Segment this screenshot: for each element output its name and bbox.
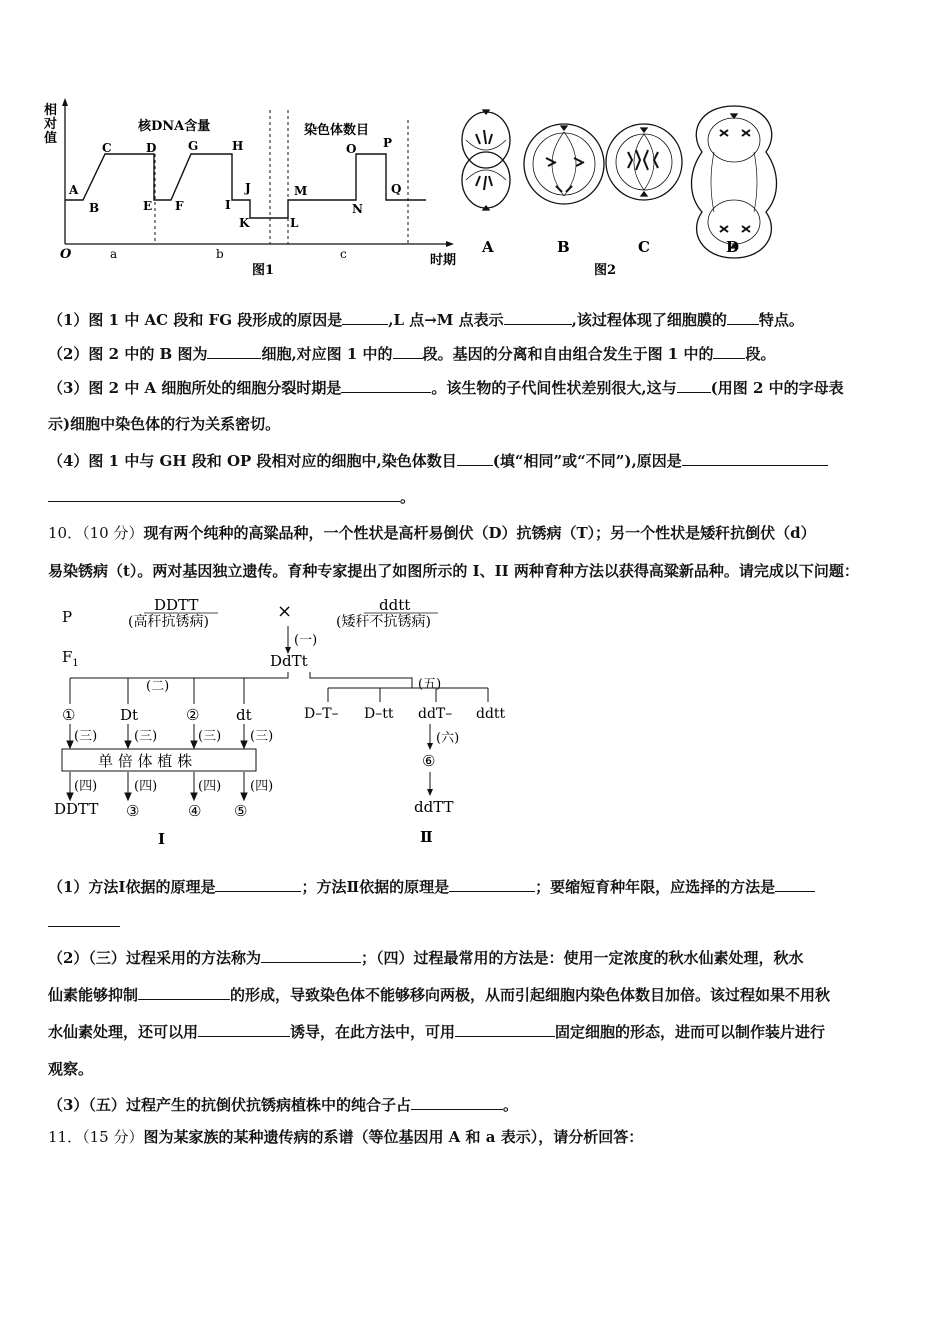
q10-part1 — [48, 876, 910, 898]
q9-p3b: 。该生物的子代间性状差别很大,这与 — [431, 379, 677, 397]
diagram-step5: (五) — [418, 677, 442, 692]
q10-p2g: 固定细胞的形态，进而可以制作装片进行 — [555, 1023, 826, 1041]
q10-p2f: 诱导，在此方法中，可用 — [290, 1023, 456, 1041]
q10-score: （10 分） — [82, 524, 144, 542]
fig1-point-C: C — [102, 141, 112, 155]
label-method-II: Ⅱ — [420, 828, 433, 846]
step3-d: (三) — [250, 729, 274, 744]
q10-p2b: ；（四）过程最常用的方法是：使用一定浓度的秋水仙素处理，秋水 — [360, 949, 804, 967]
cell-D — [692, 106, 777, 258]
q10-part2-l4 — [48, 1058, 910, 1080]
label-method-I: I — [158, 830, 166, 848]
q11-text: 图为某家族的某种遗传病的系谱（等位基因用 A 和 a 表示），请分析回答： — [143, 1128, 644, 1146]
diagram-cross: × — [277, 601, 293, 622]
q9-part3 — [48, 377, 910, 399]
fig1-segment-b: b — [216, 247, 224, 261]
fig1-label-chrom: 染色体数目 — [304, 123, 370, 138]
q9-p4b: (填“相同”或“不同”),原因是 — [492, 452, 682, 470]
q10-p3a: （3）（五）过程产生的抗倒伏抗锈病植株中的纯合子占 — [48, 1096, 411, 1114]
diagram-F1: $F_1$ — [62, 648, 79, 669]
figure1-graph — [38, 96, 470, 282]
q9-part2 — [48, 343, 910, 365]
q9-p1d: 特点。 — [758, 311, 804, 329]
q9-part4 — [48, 450, 910, 472]
blank[interactable] — [455, 1022, 555, 1037]
blank[interactable] — [727, 310, 759, 325]
haploid-plants: 单 倍 体 植 株 — [98, 752, 193, 770]
fig1-point-B: B — [89, 201, 100, 215]
diagram-parent1: DDTT — [154, 596, 199, 614]
fig1-point-D: D — [146, 141, 157, 155]
blank[interactable] — [411, 1095, 503, 1110]
q9-p1c: ,该过程体现了细胞膜的 — [571, 311, 727, 329]
blank[interactable] — [48, 487, 400, 502]
q10-p1a: （1）方法Ⅰ依据的原理是 — [48, 878, 216, 896]
blank[interactable] — [207, 344, 261, 359]
offspring-DT: D–T– — [304, 706, 339, 722]
q10-p2c: 仙素能够抑制 — [48, 986, 139, 1004]
blank[interactable] — [198, 1022, 290, 1037]
q9-part3-cont — [48, 413, 910, 435]
fig1-point-L: L — [290, 216, 299, 230]
q10-p1c: ；要缩短育种年限，应选择的方法是 — [535, 878, 776, 896]
q9-p1a: （1）图 1 中 AC 段和 FG 段形成的原因是 — [48, 311, 343, 329]
cell-A-label: A — [482, 238, 494, 256]
fig1-ylabel-2: 对 — [44, 117, 58, 132]
diagram-step2: (二) — [146, 679, 170, 694]
fig1-segment-c: c — [340, 247, 347, 261]
q10-p3b: 。 — [502, 1096, 518, 1114]
fig1-xlabel: 时期 — [430, 253, 457, 268]
diagram-f1-genotype: DdTt — [270, 652, 308, 670]
fig1-point-P: P — [383, 136, 393, 150]
cell-D-label: D — [726, 238, 740, 256]
q9-p4a: （4）图 1 中与 GH 段和 OP 段相对应的细胞中,染色体数目 — [48, 452, 457, 470]
blank[interactable] — [504, 310, 572, 325]
blank[interactable] — [682, 451, 828, 466]
q10-part2 — [48, 947, 910, 969]
blank[interactable] — [48, 912, 120, 927]
gamete-1: ① — [62, 706, 76, 724]
blank[interactable] — [393, 344, 423, 359]
fig1-point-O: O — [346, 142, 357, 156]
cell-A — [462, 110, 510, 210]
q9-p2c: 段。基因的分离和自由组合发生于图 1 中的 — [422, 345, 714, 363]
q9-p2a: （2）图 2 中的 B 图为 — [48, 345, 208, 363]
diagram-step6: (六) — [436, 731, 460, 746]
q9-p2b: 细胞,对应图 1 中的 — [261, 345, 393, 363]
q9-p4c: 。 — [400, 488, 416, 506]
q9-part1 — [48, 309, 910, 331]
fig1-point-A: A — [69, 183, 79, 197]
q10-intro-line2 — [48, 560, 910, 582]
q10-intro1: 现有两个纯种的高粱品种，一个性状是高杆易倒伏（D）抗锈病（T）；另一个性状是矮秆抗倒伏（d） — [143, 524, 816, 542]
result-3: ③ — [126, 802, 140, 820]
cell-C — [606, 124, 682, 200]
result-5: ⑤ — [234, 802, 248, 820]
step3-c: (三) — [198, 729, 222, 744]
diagram-parent2-desc: (矮秆不抗锈病) — [336, 614, 431, 630]
diagram-parent2: ddtt — [379, 596, 411, 614]
q11-score: （15 分） — [82, 1128, 144, 1146]
q10-intro2: 易染锈病（t）。两对基因独立遗传。育种专家提出了如图所示的 I、II 两种育种方法以获得高粱新品种。请完成以下问题： — [48, 562, 859, 580]
blank[interactable] — [341, 378, 431, 393]
offspring-Dtt: D–tt — [364, 706, 394, 722]
q10-intro-line1 — [48, 522, 910, 544]
cell-C-label: C — [638, 238, 650, 256]
figure2-cells — [452, 100, 792, 280]
q10-part2-l3 — [48, 1021, 910, 1043]
q10-p1b: ；方法Ⅱ依据的原理是 — [301, 878, 450, 896]
blank[interactable] — [342, 310, 388, 325]
blank[interactable] — [449, 877, 535, 892]
diagram-parent1-desc: (高秆抗锈病) — [128, 614, 209, 630]
blank[interactable] — [713, 344, 745, 359]
blank[interactable] — [457, 451, 493, 466]
q9-part4-cont — [48, 486, 910, 508]
gamete-Dt: Dt — [120, 706, 139, 724]
offspring-ddtt: ddtt — [476, 706, 506, 722]
q10-part2-l2 — [48, 984, 910, 1006]
fig1-label-dna: 核DNA含量 — [138, 119, 211, 134]
fig1-point-Q: Q — [391, 182, 402, 196]
q9-p3d: 示)细胞中染色体的行为关系密切。 — [48, 415, 281, 433]
q11-intro — [48, 1126, 910, 1148]
step4-a: (四) — [74, 779, 98, 794]
fig1-point-I: I — [225, 198, 231, 212]
diagram-six: ⑥ — [422, 752, 436, 770]
fig1-point-H: H — [232, 139, 244, 153]
cell-B-label: B — [557, 238, 570, 256]
fig1-segment-a: a — [110, 247, 118, 261]
q9-p3c: (用图 2 中的字母表 — [710, 379, 844, 397]
offspring-ddT: ddT– — [418, 706, 453, 722]
fig1-ylabel-1: 相 — [44, 103, 58, 118]
step3-a: (三) — [74, 729, 98, 744]
result-ddTT: ddTT — [414, 798, 454, 816]
fig1-point-G: G — [188, 139, 199, 153]
fig2-caption: 图2 — [594, 263, 617, 278]
diagram-P: P — [62, 608, 73, 626]
result-4: ④ — [188, 802, 202, 820]
q10-part3 — [48, 1094, 910, 1116]
result-DDTT: DDTT — [54, 800, 99, 818]
fig1-point-N: N — [352, 202, 363, 216]
q10-p2e: 水仙素处理，还可以用 — [48, 1023, 199, 1041]
blank[interactable] — [215, 877, 301, 892]
fig1-point-M: M — [294, 184, 308, 198]
fig1-point-K: K — [239, 216, 250, 230]
fig1-point-J: J — [245, 181, 251, 195]
gamete-2: ② — [186, 706, 200, 724]
blank[interactable] — [775, 877, 815, 892]
step4-d: (四) — [250, 779, 274, 794]
q10-p2d: 的形成，导致染色体不能够移向两极，从而引起细胞内染色体数目加倍。该过程如果不用秋 — [230, 986, 831, 1004]
fig1-point-F: F — [175, 199, 184, 213]
q10-number: 10． — [48, 524, 83, 542]
fig1-ylabel-3: 值 — [44, 131, 58, 146]
q9-p2d: 段。 — [745, 345, 776, 363]
gamete-dt: dt — [236, 706, 252, 724]
q10-p2h: 观察。 — [48, 1060, 94, 1078]
step3-b: (三) — [134, 729, 158, 744]
diagram-step1: (一) — [294, 633, 318, 648]
q10-part1-cont — [48, 911, 910, 933]
fig1-point-E: E — [143, 199, 153, 213]
q10-p2a: （2）（三）过程采用的方法称为 — [48, 949, 261, 967]
fig1-caption: 图1 — [252, 263, 275, 278]
q11-number: 11． — [48, 1128, 83, 1146]
step4-c: (四) — [198, 779, 222, 794]
breeding-diagram — [48, 592, 528, 848]
q9-p3a: （3）图 2 中 A 细胞所处的细胞分裂时期是 — [48, 379, 342, 397]
blank[interactable] — [261, 948, 361, 963]
blank[interactable] — [138, 985, 230, 1000]
blank[interactable] — [677, 378, 711, 393]
step4-b: (四) — [134, 779, 158, 794]
cell-B — [524, 124, 604, 204]
q9-p1b: ,L 点→M 点表示 — [388, 311, 504, 329]
fig1-origin: O — [60, 247, 72, 262]
